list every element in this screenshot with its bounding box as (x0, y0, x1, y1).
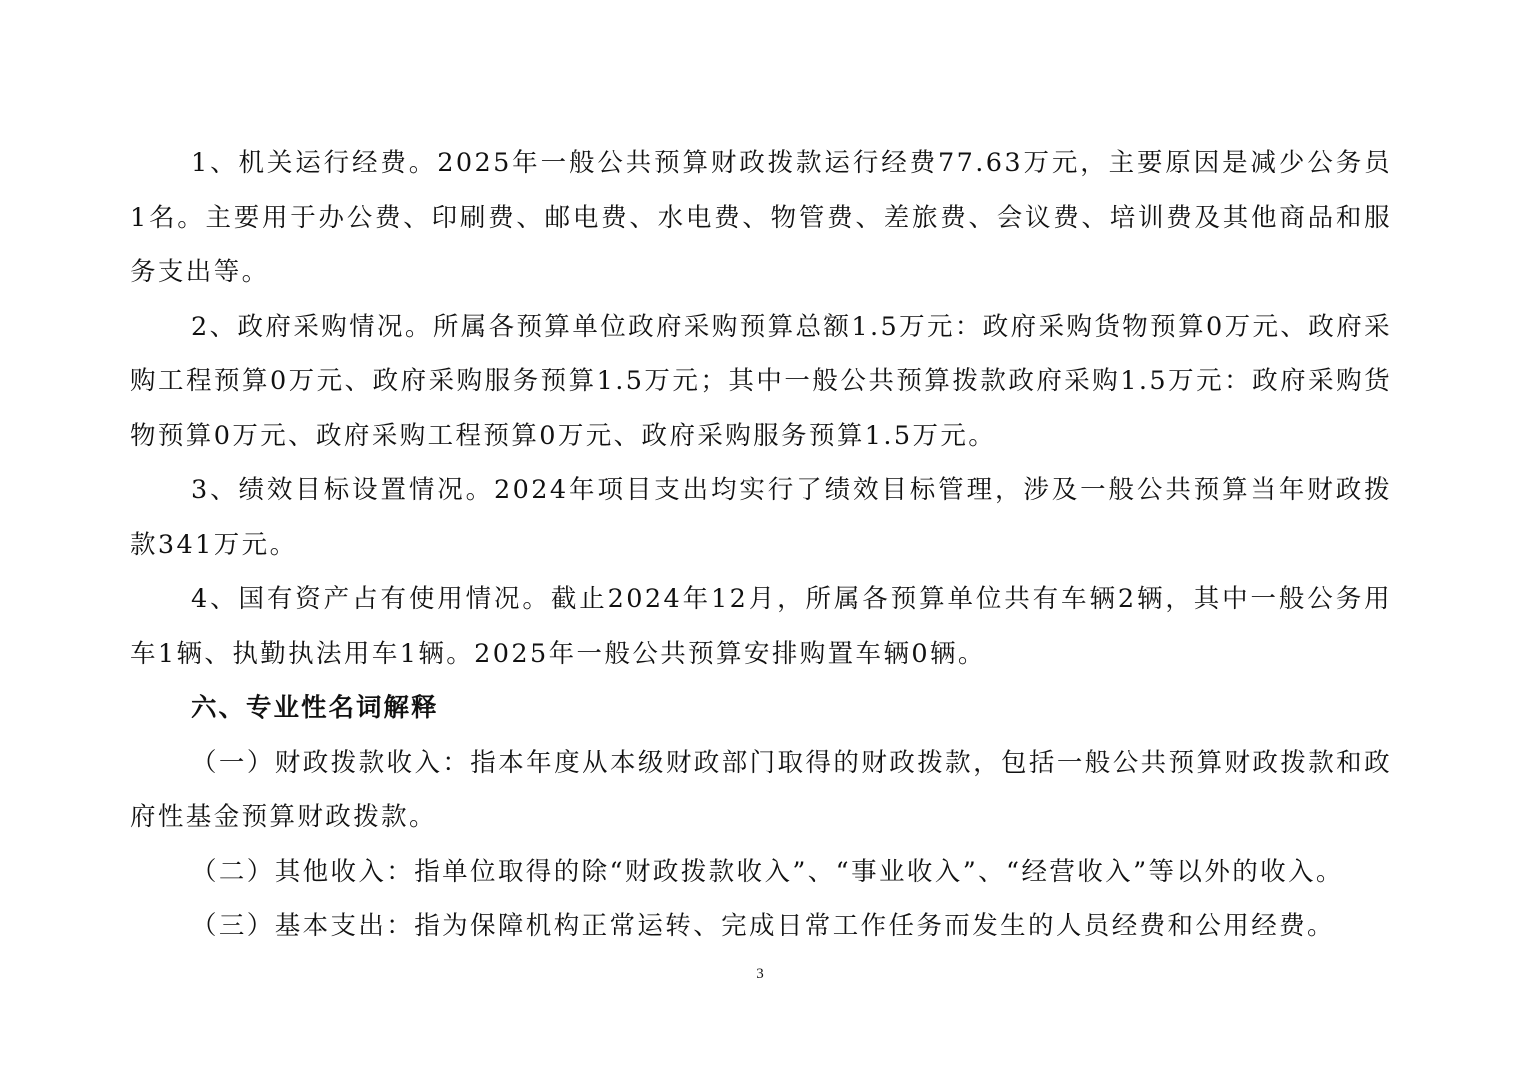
definition-fiscal-appropriation-income: （一）财政拨款收入：指本年度从本级财政部门取得的财政拨款，包括一般公共预算财政拨款和政府性基金预算财政拨款。 (130, 747, 1392, 832)
paragraph-government-procurement: 2、政府采购情况。所属各预算单位政府采购预算总额1.5万元：政府采购货物预算0万元、政府采购工程预算0万元、政府采购服务预算1.5万元；其中一般公共预算拨款政府采购1.5万元：政府采购货物预算0万元、政府采购工程预算0万元、政府采购服务预算1.5万元。 (130, 311, 1393, 451)
definition-other-income: （二）其他收入：指单位取得的除“财政拨款收入”、“事业收入”、“经营收入”等以外的收入。 (191, 856, 1344, 887)
paragraph-state-assets: 4、国有资产占有使用情况。截止2024年12月，所属各预算单位共有车辆2辆，其中一般公务用车1辆、执勤执法用车1辆。2025年一般公共预算安排购置车辆0辆。 (130, 584, 1392, 669)
paragraph-performance-targets: 3、绩效目标设置情况。2024年项目支出均实行了绩效目标管理，涉及一般公共预算当年财政拨款341万元。 (130, 475, 1392, 560)
paragraph-operating-expenses: 1、机关运行经费。2025年一般公共预算财政拨款运行经费77.63万元，主要原因是减少公务员1名。主要用于办公费、印刷费、邮电费、水电费、物管费、差旅费、会议费、培训费及其他商品和服务支出等。 (130, 148, 1392, 287)
document-body (130, 136, 1392, 954)
section-heading: 六、专业性名词解释 (191, 693, 439, 723)
definition-basic-expenditure: （三）基本支出：指为保障机构正常运转、完成日常工作任务而发生的人员经费和公用经费。 (191, 911, 1335, 941)
page-number: 3 (756, 966, 764, 982)
